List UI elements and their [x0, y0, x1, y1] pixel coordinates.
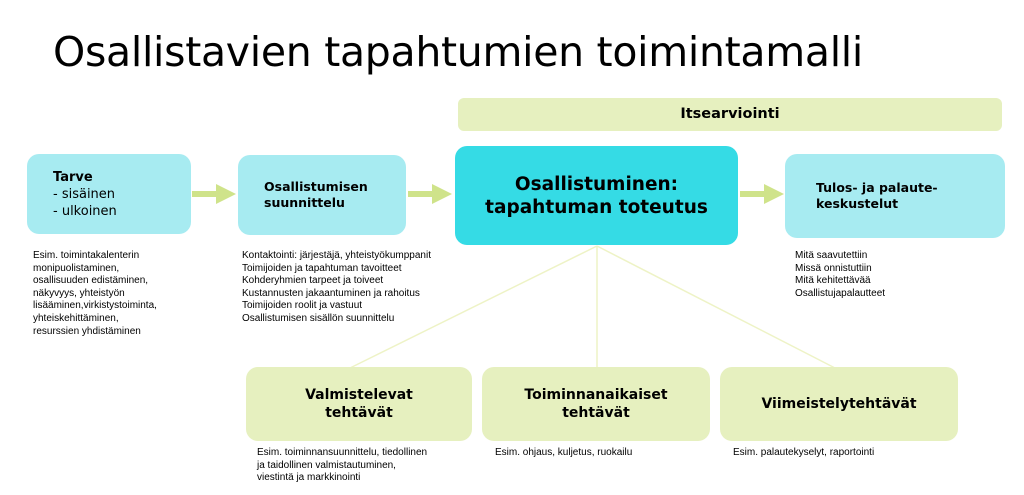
note-line: Toimijoiden ja tapahtuman tavoitteet: [242, 262, 402, 274]
toiminnanaikaiset-box: [482, 367, 710, 441]
toiminnanaikaiset-label-line: tehtävät: [562, 405, 630, 421]
note-line: ja taidollinen valmistautuminen,: [257, 459, 396, 471]
tarve-item: - ulkoinen: [53, 203, 117, 219]
note-line: Esim. palautekyselyt, raportointi: [733, 447, 875, 458]
note-line: viestintä ja markkinointi: [257, 472, 361, 484]
note-line: Mitä saavutettiin: [795, 250, 868, 261]
tarve-notes: [33, 250, 157, 338]
note-line: lisääminen,virkistystoiminta,: [33, 300, 157, 312]
valmistelevat-label-line: tehtävät: [325, 405, 393, 421]
tulos-label-line: keskustelut: [816, 196, 899, 211]
toiminnanaikaiset-notes: [495, 447, 632, 460]
note-line: Mitä kehitettävää: [795, 275, 871, 287]
note-line: monipuolistaminen,: [33, 262, 120, 274]
note-line: osallisuuden edistäminen,: [33, 275, 149, 287]
arrow-right-icon: [408, 184, 452, 204]
itsearviointi-banner: [458, 98, 1002, 131]
page-title: Osallistavien tapahtumien toimintamalli: [53, 28, 863, 76]
tulos-box: [785, 154, 1005, 238]
toiminnanaikaiset-label-line: Toiminnanaikaiset: [524, 387, 668, 403]
suunnittelu-label-line: Osallistumisen: [264, 179, 368, 194]
suunnittelu-label-line: suunnittelu: [264, 195, 345, 210]
note-line: Esim. toiminnansuunnittelu, tiedollinen: [257, 447, 428, 458]
note-line: Kohderyhmien tarpeet ja toiveet: [242, 275, 384, 287]
note-line: resurssien yhdistäminen: [33, 325, 141, 337]
note-line: Esim. toimintakalenterin: [33, 250, 140, 261]
valmistelevat-label-line: Valmistelevat: [305, 387, 413, 403]
viimeistely-notes: [733, 447, 874, 460]
note-line: Esim. ohjaus, kuljetus, ruokailu: [495, 447, 633, 458]
note-line: Kustannusten jakaantuminen ja rahoitus: [242, 287, 420, 299]
tulos-notes: [795, 250, 885, 300]
note-line: Osallistumisen sisällön suunnittelu: [242, 312, 395, 324]
valmistelevat-box: [246, 367, 472, 441]
viimeistely-label-line: Viimeistelytehtävät: [761, 396, 917, 412]
toteutus-box: [455, 146, 738, 245]
valmistelevat-notes: [257, 447, 427, 485]
note-line: Kontaktointi: järjestäjä, yhteistyökumppanit: [242, 250, 431, 261]
note-line: yhteiskehittäminen,: [33, 312, 119, 324]
suunnittelu-box: [238, 155, 406, 235]
viimeistely-box: [720, 367, 958, 441]
suunnittelu-notes: [242, 250, 431, 326]
itsearviointi-label: Itsearviointi: [680, 106, 780, 122]
arrow-right-icon: [192, 184, 236, 204]
tulos-label-line: Tulos- ja palaute-: [816, 180, 938, 195]
note-line: Toimijoiden roolit ja vastuut: [242, 300, 363, 312]
arrow-right-icon: [740, 184, 784, 204]
tarve-label: Tarve: [53, 169, 93, 185]
tarve-item: - sisäinen: [53, 186, 116, 202]
tarve-box: [27, 154, 191, 234]
note-line: näkyvyys, yhteistyön: [33, 287, 125, 299]
toteutus-label-line: Osallistuminen:: [514, 173, 679, 195]
toteutus-label-line: tapahtuman toteutus: [485, 196, 708, 218]
note-line: Missä onnistuttiin: [795, 262, 872, 274]
note-line: Osallistujapalautteet: [795, 287, 886, 299]
